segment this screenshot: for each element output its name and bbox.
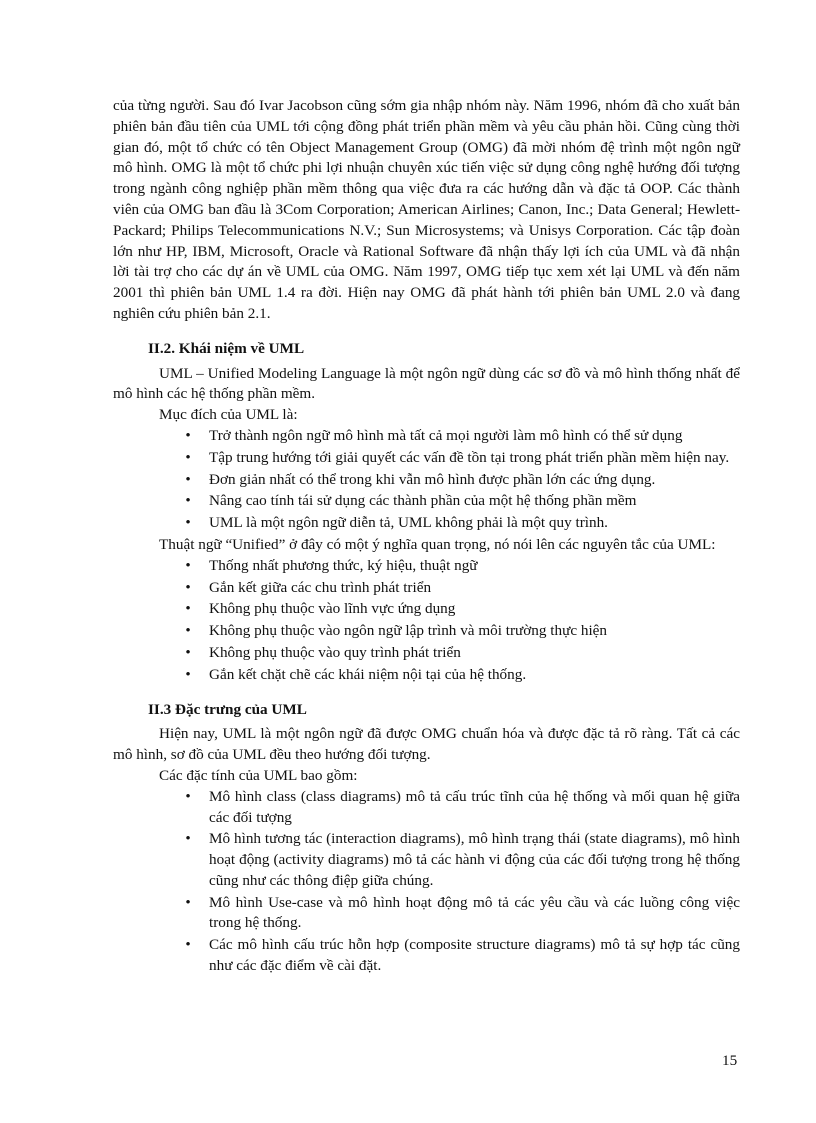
list-item-text: Mô hình tương tác (interaction diagrams), mô hình trạng thái (state diagrams), mô hình hoạt động (activity diagrams) mô tả các hành vi động của các đối tượng trong hệ thống cũng như các thông điệp giữa chúng. bbox=[209, 830, 740, 889]
bullet-icon: • bbox=[185, 600, 191, 618]
features-intro: Các đặc tính của UML bao gồm: bbox=[159, 766, 358, 784]
list-item bbox=[113, 578, 740, 599]
bullet-icon: • bbox=[185, 426, 191, 444]
document-page bbox=[113, 96, 740, 978]
bullet-icon: • bbox=[185, 578, 191, 596]
list-item-text: Gắn kết giữa các chu trình phát triển bbox=[209, 578, 432, 596]
list-item-text: Không phụ thuộc vào quy trình phát triển bbox=[209, 643, 461, 661]
list-item bbox=[113, 470, 740, 491]
list-item-text: Thống nhất phương thức, ký hiệu, thuật ngữ bbox=[209, 556, 478, 574]
bullet-icon: • bbox=[185, 622, 191, 640]
bullet-icon: • bbox=[185, 830, 191, 848]
list-item bbox=[113, 935, 740, 977]
list-item bbox=[113, 829, 740, 891]
list-item-text: Gắn kết chặt chẽ các khái niệm nội tại của hệ thống. bbox=[209, 665, 527, 683]
page-number: 15 bbox=[722, 1052, 738, 1069]
bullet-icon: • bbox=[185, 643, 191, 661]
list-item bbox=[113, 787, 740, 829]
bullet-icon: • bbox=[185, 448, 191, 466]
bullet-icon: • bbox=[185, 470, 191, 488]
unified-principles-list bbox=[113, 556, 740, 686]
list-item bbox=[113, 491, 740, 512]
purpose-list bbox=[113, 426, 740, 534]
list-item bbox=[113, 426, 740, 447]
bullet-icon: • bbox=[185, 492, 191, 510]
features-list bbox=[113, 787, 740, 977]
section-2-3-intro: Hiện nay, UML là một ngôn ngữ đã được OMG chuẩn hóa và được đặc tả rõ ràng. Tất cả các mô hình, sơ đồ của UML đều theo hướng đối tượng. bbox=[113, 725, 740, 764]
list-item bbox=[113, 448, 740, 469]
section-heading-2-3: II.3 Đặc trưng của UML bbox=[148, 700, 307, 718]
list-item bbox=[113, 599, 740, 620]
bullet-icon: • bbox=[185, 514, 191, 532]
list-item-text: Mô hình class (class diagrams) mô tả cấu trúc tĩnh của hệ thống và mối quan hệ giữa các đối tượng bbox=[209, 787, 740, 826]
bullet-icon: • bbox=[185, 787, 191, 805]
unified-intro-paragraph: Thuật ngữ “Unified” ở đây có một ý nghĩa quan trọng, nó nói lên các nguyên tắc của UML: bbox=[159, 535, 716, 553]
bullet-icon: • bbox=[185, 893, 191, 911]
list-item-text: Nâng cao tính tái sử dụng các thành phần của một hệ thống phần mềm bbox=[209, 492, 637, 510]
bullet-icon: • bbox=[185, 665, 191, 683]
intro-paragraph: của từng người. Sau đó Ivar Jacobson cũng sớm gia nhập nhóm này. Năm 1996, nhóm đã cho xuất bản phiên bản đầu tiên của UML tới cộng đồng phát triển phần mềm và yêu cầu phản hồi. Cũng cùng thời gian đó, một tổ chức có tên Object Management Group (OMG) đã mời nhóm đệ trình một ngôn ngữ mô hình. OMG là một tổ chức phi lợi nhuận chuyên xúc tiến việc sử dụng công nghệ hướng đối tượng trong ngành công nghiệp phần mềm thông qua việc đưa ra các hướng dẫn và đặc tả OOP. Các thành viên của OMG ban đầu là 3Com Corporation; American Airlines; Canon, Inc.; Data General; Hewlett-Packard; Philips Telecommunications N.V.; Sun Microsystems; và Unisys Corporation. Các tập đoàn lớn như HP, IBM, Microsoft, Oracle và Rational Software đã nhận thấy lợi ích của UML và đã nhận lời tài trợ cho các dự án về UML của OMG. Năm 1997, OMG tiếp tục xem xét lại UML và đến năm 2001 thì phiên bản UML 1.4 ra đời. Hiện nay OMG đã phát hành tới phiên bản UML 2.0 và đang nghiên cứu phiên bản 2.1. bbox=[113, 97, 740, 322]
list-item-text: UML là một ngôn ngữ diễn tả, UML không phải là một quy trình. bbox=[209, 514, 608, 532]
uml-definition-paragraph: UML – Unified Modeling Language là một ngôn ngữ dùng các sơ đồ và mô hình thống nhất để mô hình các hệ thống phần mềm. bbox=[113, 364, 740, 403]
bullet-icon: • bbox=[185, 936, 191, 954]
list-item bbox=[113, 621, 740, 642]
list-item-text: Không phụ thuộc vào lĩnh vực ứng dụng bbox=[209, 600, 456, 618]
list-item-text: Trở thành ngôn ngữ mô hình mà tất cả mọi người làm mô hình có thể sử dụng bbox=[209, 426, 683, 444]
list-item-text: Mô hình Use-case và mô hình hoạt động mô tả các yêu cầu và các luồng công việc trong hệ thống. bbox=[209, 893, 740, 932]
list-item-text: Đơn giản nhất có thể trong khi vẫn mô hình được phần lớn các ứng dụng. bbox=[209, 470, 656, 488]
section-heading-2-2: II.2. Khái niệm về UML bbox=[148, 339, 305, 357]
bullet-icon: • bbox=[185, 556, 191, 574]
purpose-intro: Mục đích của UML là: bbox=[159, 406, 298, 424]
list-item bbox=[113, 665, 740, 686]
list-item-text: Không phụ thuộc vào ngôn ngữ lập trình và môi trường thực hiện bbox=[209, 622, 608, 640]
list-item-text: Các mô hình cấu trúc hỗn hợp (composite structure diagrams) mô tả sự hợp tác cũng như các đặc điểm về cài đặt. bbox=[209, 936, 740, 975]
list-item bbox=[113, 513, 740, 534]
list-item-text: Tập trung hướng tới giải quyết các vấn đề tồn tại trong phát triển phần mềm hiện nay. bbox=[209, 448, 730, 466]
list-item bbox=[113, 556, 740, 577]
list-item bbox=[113, 893, 740, 935]
list-item bbox=[113, 643, 740, 664]
